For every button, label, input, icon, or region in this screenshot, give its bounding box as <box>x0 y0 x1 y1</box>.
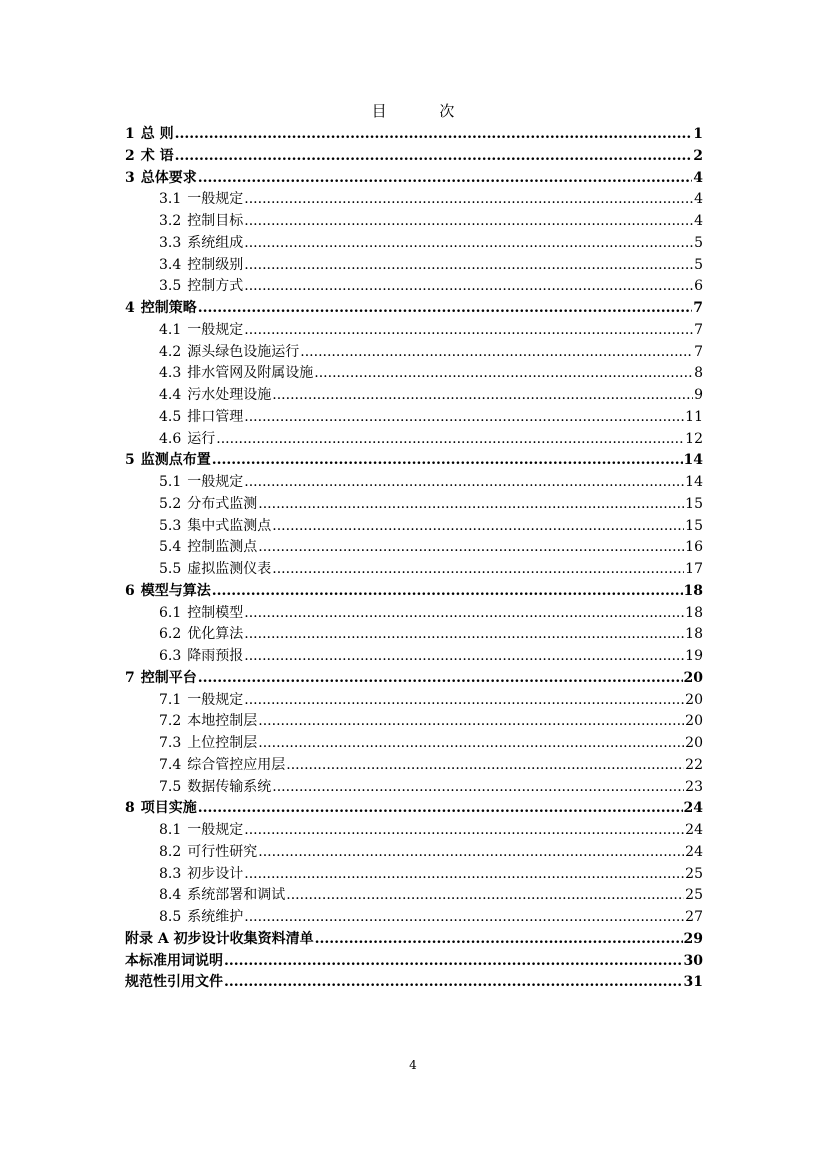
toc-chapter-entry[interactable] <box>125 168 703 190</box>
toc-entry-label: 分布式监测 <box>187 495 258 512</box>
toc-entry-page: 17 <box>685 561 703 577</box>
toc-entry-label: 控制模型 <box>187 604 244 621</box>
toc-entry-page: 22 <box>685 756 703 773</box>
dot-leader <box>272 516 684 538</box>
toc-entry-page: 20 <box>685 713 703 730</box>
dot-leader <box>258 711 684 733</box>
toc-entry-number: 8.3 <box>159 865 182 882</box>
toc-section-entry[interactable] <box>125 494 703 516</box>
toc-entry-number: 8.4 <box>159 887 182 904</box>
toc-entry-number: 5.5 <box>159 561 182 577</box>
dot-leader <box>198 168 693 190</box>
toc-section-entry[interactable] <box>125 559 703 581</box>
toc-entry-label: 集中式监测点 <box>187 517 272 534</box>
toc-section-entry[interactable] <box>125 537 703 559</box>
toc-entry-page: 18 <box>683 582 703 599</box>
toc-entry-label: 可行性研究 <box>187 843 258 860</box>
toc-chapter-entry[interactable] <box>125 972 703 994</box>
toc-section-entry[interactable] <box>125 429 703 451</box>
toc-section-entry[interactable] <box>125 233 703 255</box>
toc-entry-label: 一般规定 <box>187 474 244 490</box>
toc-chapter-entry[interactable] <box>125 668 703 690</box>
dot-leader <box>216 429 684 451</box>
toc-section-entry[interactable] <box>125 407 703 429</box>
toc-entry-label: 排口管理 <box>187 408 244 425</box>
dot-leader <box>198 798 683 820</box>
dot-leader <box>224 951 683 973</box>
dot-leader <box>286 885 684 907</box>
toc-entry-number: 5.1 <box>159 474 182 490</box>
toc-entry-page: 4 <box>693 169 703 186</box>
toc-section-entry[interactable] <box>125 320 703 342</box>
toc-chapter-entry[interactable] <box>125 929 703 951</box>
toc-entry-number: 4.1 <box>159 321 182 338</box>
toc-entry-label: 一般规定 <box>187 691 244 708</box>
dot-leader <box>224 972 683 994</box>
toc-section-entry[interactable] <box>125 276 703 298</box>
toc-entry-label: 系统部署和调试 <box>187 887 286 904</box>
dot-leader <box>244 320 693 342</box>
dot-leader <box>244 646 684 668</box>
toc-section-entry[interactable] <box>125 907 703 929</box>
dot-leader <box>244 820 684 842</box>
dot-leader <box>286 755 684 777</box>
toc-entry-label: 虚拟监测仪表 <box>187 561 272 577</box>
toc-section-entry[interactable] <box>125 516 703 538</box>
toc-entry-number: 6.1 <box>159 604 182 621</box>
dot-leader <box>175 124 693 146</box>
toc-entry-page: 24 <box>683 800 703 817</box>
toc-entry-label: 上位控制层 <box>187 735 258 751</box>
toc-entry-label: 污水处理设施 <box>187 387 272 403</box>
toc-entry-page: 24 <box>685 843 703 860</box>
toc-entry-label: 降雨预报 <box>187 648 244 664</box>
toc-entry-number: 8.2 <box>159 843 182 860</box>
toc-chapter-entry[interactable] <box>125 450 703 472</box>
toc-entry-label: 一般规定 <box>187 321 244 338</box>
toc-entry-label: 附录 A 初步设计收集资料清单 <box>125 930 314 947</box>
toc-entry-page: 7 <box>694 321 703 338</box>
dot-leader <box>244 233 693 255</box>
toc-entry-page: 25 <box>685 865 703 882</box>
toc-entry-number: 6.3 <box>159 648 182 664</box>
dot-leader <box>244 864 684 886</box>
toc-entry-label: 数据传输系统 <box>187 778 272 795</box>
toc-entry-page: 20 <box>683 669 703 686</box>
toc-entry-page: 20 <box>685 735 703 751</box>
toc-entry-page: 15 <box>685 495 703 512</box>
toc-section-entry[interactable] <box>125 820 703 842</box>
toc-entry-page: 31 <box>683 974 703 991</box>
toc-entry-page: 11 <box>685 408 703 425</box>
toc-entry-page: 4 <box>694 213 703 229</box>
toc-entry-label: 控制级别 <box>187 256 244 273</box>
dot-leader <box>272 385 693 407</box>
toc-entry-label: 源头绿色设施运行 <box>187 343 300 360</box>
toc-entry-label: 总体要求 <box>140 169 197 186</box>
toc-section-entry[interactable] <box>125 690 703 712</box>
toc-entry-number: 1 <box>125 126 135 142</box>
toc-section-entry[interactable] <box>125 211 703 233</box>
toc-section-entry[interactable] <box>125 733 703 755</box>
dot-leader <box>212 450 683 472</box>
toc-chapter-entry[interactable] <box>125 146 703 168</box>
toc-entry-number: 3.3 <box>159 234 182 251</box>
dot-leader <box>258 537 684 559</box>
toc-entry-label: 规范性引用文件 <box>125 974 223 991</box>
toc-entry-page: 15 <box>685 517 703 534</box>
dot-leader <box>244 211 693 233</box>
toc-entry-number: 5 <box>125 452 135 469</box>
dot-leader <box>315 929 683 951</box>
toc-entry-label: 总 则 <box>140 126 174 142</box>
toc-entry-label: 一般规定 <box>187 191 244 208</box>
toc-section-entry[interactable] <box>125 624 703 646</box>
toc-entry-page: 25 <box>685 887 703 904</box>
toc-entry-page: 5 <box>694 256 703 273</box>
toc-section-entry[interactable] <box>125 777 703 799</box>
toc-entry-page: 27 <box>685 909 703 925</box>
toc-entry-number: 7 <box>125 669 135 686</box>
toc-entry-number: 7.3 <box>159 735 182 751</box>
toc-entry-label: 系统维护 <box>187 909 244 925</box>
toc-entry-number: 7.1 <box>159 691 182 708</box>
toc-entry-label: 系统组成 <box>187 234 244 251</box>
toc-entry-number: 8.1 <box>159 822 182 838</box>
toc-entry-label: 控制目标 <box>187 213 244 229</box>
toc-entry-page: 7 <box>694 343 703 360</box>
toc-entry-label: 优化算法 <box>187 626 244 643</box>
toc-section-entry[interactable] <box>125 755 703 777</box>
toc-entry-page: 30 <box>683 952 703 969</box>
toc-entry-page: 16 <box>685 539 703 556</box>
toc-entry-page: 9 <box>694 387 703 403</box>
toc-entry-number: 7.4 <box>159 756 182 773</box>
toc-chapter-entry[interactable] <box>125 298 703 320</box>
toc-section-entry[interactable] <box>125 842 703 864</box>
dot-leader <box>244 624 684 646</box>
toc-entry-number: 5.4 <box>159 539 182 556</box>
toc-entry-label: 排水管网及附属设施 <box>187 365 314 382</box>
toc-entry-number: 5.3 <box>159 517 182 534</box>
toc-entry-number: 3.2 <box>159 213 182 229</box>
toc-entry-page: 2 <box>693 147 703 164</box>
toc-entry-number: 8 <box>125 800 135 817</box>
page-number: 4 <box>409 1058 417 1072</box>
toc-entry-number: 6.2 <box>159 626 182 643</box>
toc-entry-number: 6 <box>125 582 135 599</box>
toc-entry-number: 3.1 <box>159 191 182 208</box>
toc-section-entry[interactable] <box>125 646 703 668</box>
toc-entry-page: 20 <box>685 691 703 708</box>
toc-chapter-entry[interactable] <box>125 798 703 820</box>
toc-entry-page: 19 <box>685 648 703 664</box>
toc-section-entry[interactable] <box>125 342 703 364</box>
toc-entry-number: 4 <box>125 300 135 316</box>
toc-entry-number: 4.4 <box>159 387 182 403</box>
dot-leader <box>244 472 684 494</box>
toc-entry-page: 4 <box>694 191 703 208</box>
toc-title: 目 次 <box>371 102 479 120</box>
toc-entry-label: 控制监测点 <box>187 539 258 556</box>
toc-entry-page: 14 <box>685 474 703 490</box>
dot-leader <box>314 363 693 385</box>
toc-entry-number: 5.2 <box>159 495 182 512</box>
toc-entry-label: 模型与算法 <box>140 582 211 599</box>
dot-leader <box>272 777 684 799</box>
dot-leader <box>244 407 684 429</box>
toc-entry-page: 1 <box>693 126 703 142</box>
toc-entry-number: 4.6 <box>159 430 182 447</box>
toc-entry-page: 18 <box>685 604 703 621</box>
toc-entry-page: 14 <box>683 452 703 469</box>
toc-entry-label: 控制策略 <box>140 300 197 316</box>
toc-section-entry[interactable] <box>125 363 703 385</box>
toc-entry-label: 控制方式 <box>187 278 244 295</box>
dot-leader <box>198 668 683 690</box>
toc-entry-page: 7 <box>693 300 703 316</box>
toc-entry-number: 3 <box>125 169 135 186</box>
toc-entry-page: 12 <box>685 430 703 447</box>
toc-chapter-entry[interactable] <box>125 951 703 973</box>
dot-leader <box>244 276 693 298</box>
dot-leader <box>258 842 684 864</box>
toc-section-entry[interactable] <box>125 472 703 494</box>
toc-entry-number: 8.5 <box>159 909 182 925</box>
toc-entry-label: 控制平台 <box>140 669 197 686</box>
toc-entry-number: 4.2 <box>159 343 182 360</box>
dot-leader <box>244 690 684 712</box>
dot-leader <box>212 581 683 603</box>
toc-entry-number: 4.5 <box>159 408 182 425</box>
dot-leader <box>244 189 693 211</box>
toc-section-entry[interactable] <box>125 885 703 907</box>
dot-leader <box>244 255 693 277</box>
toc-entry-label: 运行 <box>187 430 216 447</box>
toc-entry-label: 初步设计 <box>187 865 244 882</box>
dot-leader <box>175 146 693 168</box>
toc-entry-label: 综合管控应用层 <box>187 756 286 773</box>
toc-entry-label: 一般规定 <box>187 822 244 838</box>
toc-section-entry[interactable] <box>125 711 703 733</box>
dot-leader <box>258 733 684 755</box>
toc-entry-page: 18 <box>685 626 703 643</box>
toc-entry-number: 3.4 <box>159 256 182 273</box>
toc-entry-label: 项目实施 <box>140 800 197 817</box>
dot-leader <box>244 603 684 625</box>
toc-entry-page: 8 <box>694 365 703 382</box>
toc-entry-number: 2 <box>125 147 135 164</box>
dot-leader <box>272 559 684 581</box>
toc-section-entry[interactable] <box>125 255 703 277</box>
toc-section-entry[interactable] <box>125 603 703 625</box>
toc-entry-label: 本标准用词说明 <box>125 952 223 969</box>
dot-leader <box>198 298 693 320</box>
toc-entry-page: 24 <box>685 822 703 838</box>
toc-entry-label: 术 语 <box>140 147 174 164</box>
toc-entry-number: 4.3 <box>159 365 182 382</box>
dot-leader <box>300 342 693 364</box>
toc-entry-page: 5 <box>694 234 703 251</box>
dot-leader <box>258 494 684 516</box>
table-of-contents <box>125 124 703 994</box>
toc-section-entry[interactable] <box>125 864 703 886</box>
toc-entry-label: 监测点布置 <box>140 452 211 469</box>
toc-section-entry[interactable] <box>125 189 703 211</box>
toc-chapter-entry[interactable] <box>125 124 703 146</box>
toc-entry-page: 6 <box>694 278 703 295</box>
toc-entry-label: 本地控制层 <box>187 713 258 730</box>
dot-leader <box>244 907 684 929</box>
toc-entry-page: 29 <box>683 930 703 947</box>
toc-entry-number: 7.5 <box>159 778 182 795</box>
toc-entry-page: 23 <box>685 778 703 795</box>
toc-entry-number: 3.5 <box>159 278 182 295</box>
toc-section-entry[interactable] <box>125 385 703 407</box>
toc-entry-number: 7.2 <box>159 713 182 730</box>
toc-chapter-entry[interactable] <box>125 581 703 603</box>
